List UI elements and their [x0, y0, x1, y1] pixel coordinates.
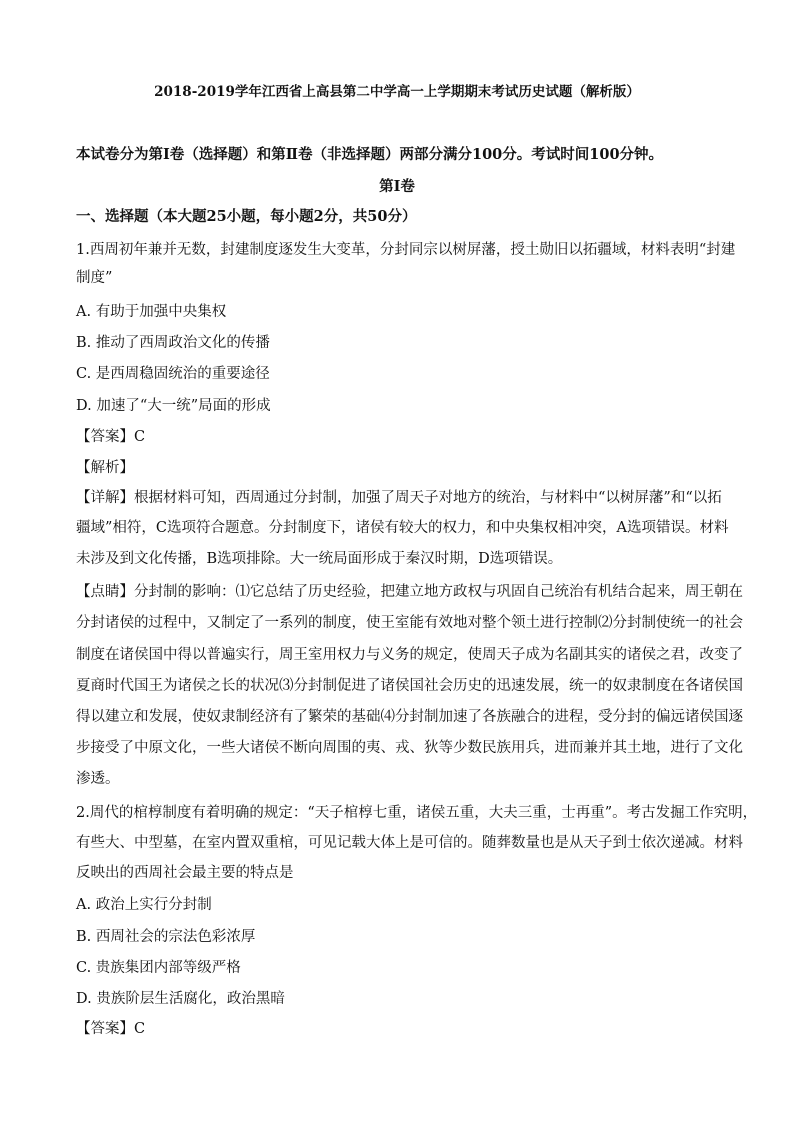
exam-intro: 本试卷分为第Ⅰ卷（选择题）和第Ⅱ卷（非选择题）两部分满分100分。考试时间100分钟。 [76, 146, 664, 163]
question-1-tip-line: 夏商时代国王为诸侯之长的状况⑶分封制促进了诸侯国社会历史的迅速发展，统一的奴隶制度在各诸侯国 [76, 678, 743, 694]
question-2-option-a: A. 政治上实行分封制 [76, 897, 212, 913]
question-1-analysis-label: 【解析】 [76, 460, 134, 476]
question-1-tip-line: 步接受了中原文化，一些大诸侯不断向周围的夷、戎、狄等少数民族用兵，进而兼并其土地，进行了文化 [76, 740, 743, 756]
question-1-stem-line: 1.西周初年兼并无数，封建制度逐发生大变革，分封同宗以树屏藩，授土勋旧以拓疆域，材料表明“封建 [76, 242, 736, 258]
question-1-detail-line: 未涉及到文化传播，B选项排除。大一统局面形成于秦汉时期，D选项错误。 [76, 551, 563, 567]
question-1-tip-line: 制度在诸侯国中得以普遍实行，周王室用权力与义务的规定，使周天子成为名副其实的诸侯之君，改变了 [76, 647, 743, 663]
section-heading: 一、选择题（本大题25小题，每小题2分，共50分） [76, 208, 417, 225]
part-heading: 第Ⅰ卷 [379, 178, 415, 195]
question-1-option-a: A. 有助于加强中央集权 [76, 304, 227, 320]
question-1-tip-line: 渗透。 [76, 771, 120, 787]
question-1-stem-line: 制度” [76, 270, 113, 286]
question-1-option-c: C. 是西周稳固统治的重要途径 [76, 366, 270, 382]
question-1-detail-line: 疆域”相符，C选项符合题意。分封制度下，诸侯有较大的权力，和中央集权相冲突，A选项错误。材料 [76, 520, 729, 536]
question-2-stem-line: 2.周代的棺椁制度有着明确的规定：“天子棺椁七重，诸侯五重，大夫三重，士再重”。考古发掘工作究明， [76, 805, 758, 821]
question-1-tip-line: 得以建立和发展，使奴隶制经济有了繁荣的基础⑷分封制加速了各族融合的进程，受分封的偏远诸侯国逐 [76, 709, 743, 725]
question-2-option-d: D. 贵族阶层生活腐化，政治黑暗 [76, 991, 285, 1007]
question-2-answer: 【答案】C [76, 1021, 146, 1037]
question-2-option-c: C. 贵族集团内部等级严格 [76, 960, 241, 976]
question-1-option-b: B. 推动了西周政治文化的传播 [76, 335, 270, 351]
question-2-stem-line: 反映出的西周社会最主要的特点是 [76, 865, 294, 881]
question-1-tip-line: 【点睛】分封制的影响：⑴它总结了历史经验，把建立地方政权与巩固自己统治有机结合起来，周王朝在 [76, 584, 743, 600]
page-title: 2018-2019学年江西省上高县第二中学高一上学期期末考试历史试题（解析版） [154, 84, 640, 100]
question-2-option-b: B. 西周社会的宗法色彩浓厚 [76, 929, 256, 945]
question-1-tip-line: 分封诸侯的过程中，又制定了一系列的制度，使王室能有效地对整个领土进行控制⑵分封制使统一的社会 [76, 615, 743, 631]
question-1-option-d: D. 加速了“大一统”局面的形成 [76, 398, 271, 414]
question-1-answer: 【答案】C [76, 429, 146, 445]
question-2-stem-line: 有些大、中型墓，在室内置双重棺，可见记载大体上是可信的。随葬数量也是从天子到士依次递减。材料 [76, 835, 743, 851]
question-1-detail-line: 【详解】根据材料可知，西周通过分封制，加强了周天子对地方的统治，与材料中“以树屏藩”和“以拓 [76, 490, 722, 506]
